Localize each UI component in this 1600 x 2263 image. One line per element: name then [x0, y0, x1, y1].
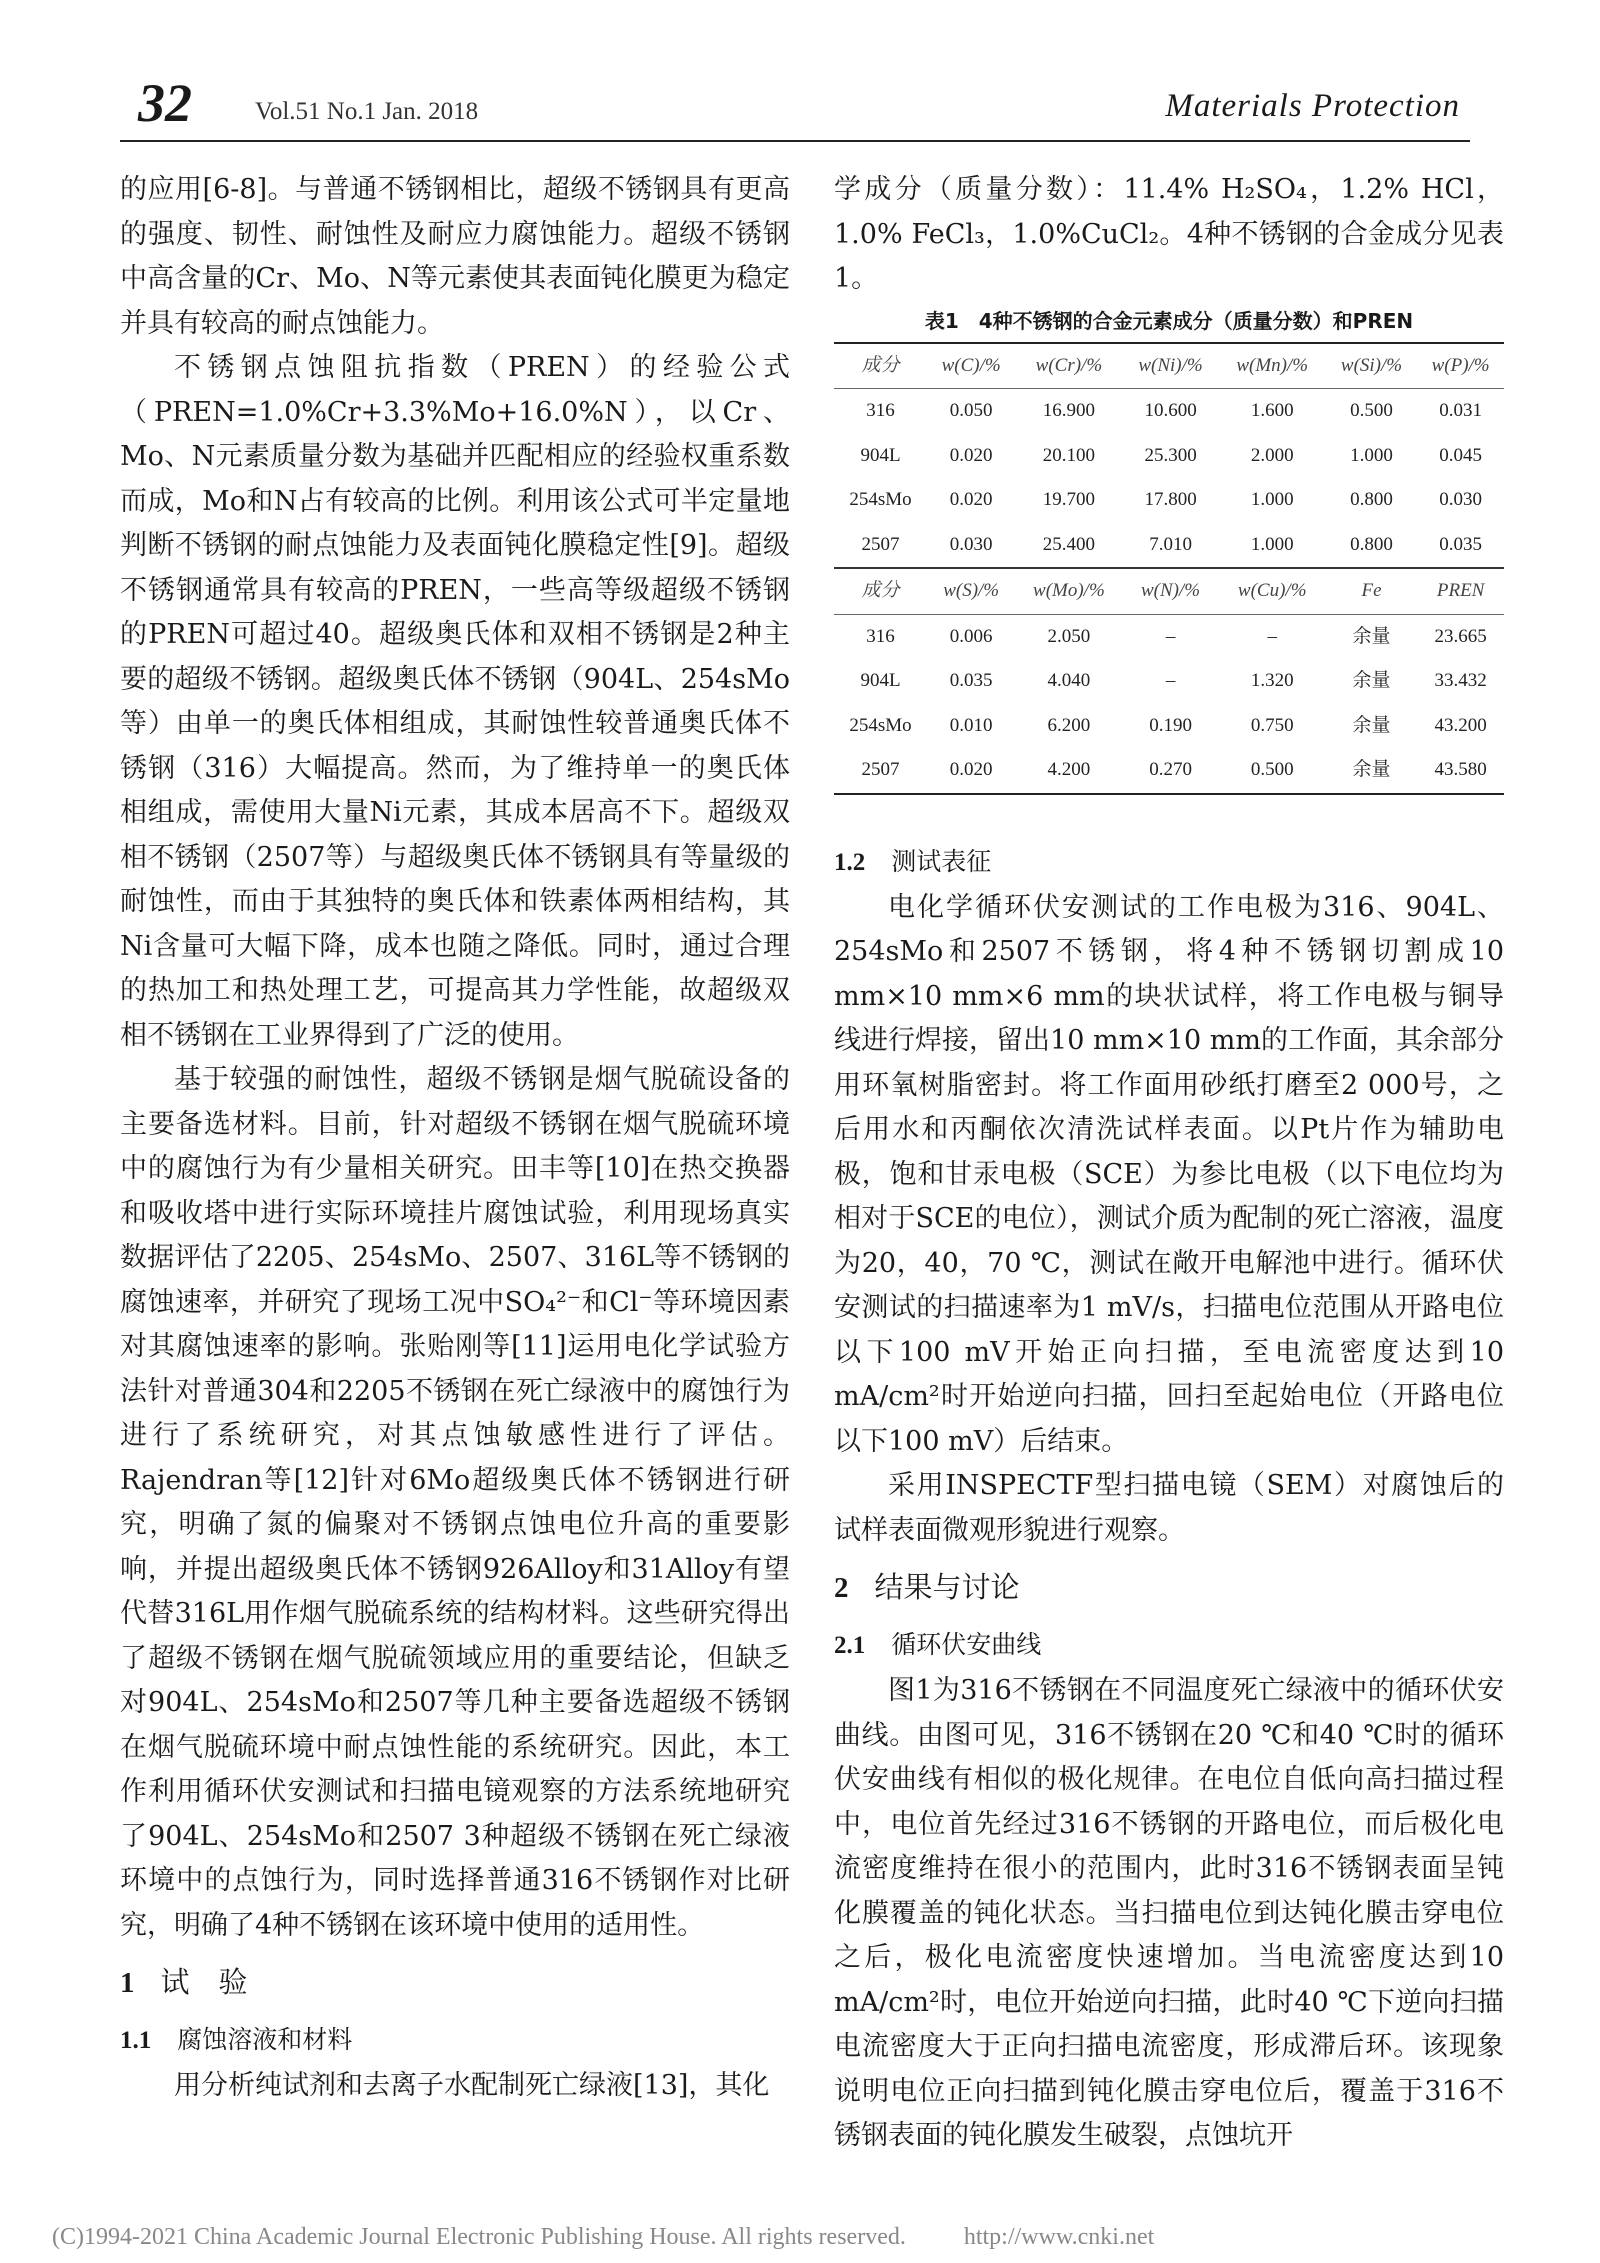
table-cell: 16.900	[1015, 389, 1122, 434]
table-cell: 6.200	[1047, 714, 1091, 736]
subsection-heading: 2.1 循环伏安曲线	[834, 1630, 1042, 1659]
table-cell: 0.020	[927, 748, 1015, 794]
table-cell: 23.665	[1417, 614, 1504, 659]
table-cell: 0.006	[927, 614, 1015, 659]
copyright-notice: (C)1994-2021 China Academic Journal Electronic Publishing House. All rights reserved.	[52, 2224, 906, 2250]
table-row	[834, 434, 1504, 479]
table-cell: –	[1219, 614, 1326, 659]
table-cell: 0.270	[1122, 748, 1218, 794]
website-url: http://www.cnki.net	[963, 2224, 1155, 2250]
table-header-cell: w(Si)/%	[1326, 343, 1417, 389]
section-heading: 2 结果与讨论	[834, 1570, 1020, 1604]
table-cell: 余量	[1326, 614, 1417, 659]
table-header-cell: Fe	[1326, 568, 1417, 614]
table-cell: 1.000	[1350, 444, 1393, 466]
paragraph: 采用INSPECTF型扫描电镜（SEM）对腐蚀后的试样表面微观形貌进行观察。	[834, 1470, 1504, 1546]
paragraph: 用分析纯试剂和去离子水配制死亡绿液[13]，其化	[174, 2070, 770, 2101]
page-number: 32	[138, 73, 192, 133]
table-cell: 17.800	[1144, 489, 1197, 510]
table-cell: 1.000	[1250, 533, 1294, 555]
table-cell: 10.600	[1122, 389, 1218, 434]
table-cell: 4.040	[1047, 670, 1091, 691]
table-caption: 表1 4种不锈钢的合金元素成分（质量分数）和PREN	[924, 308, 1414, 333]
table-header-row	[834, 568, 1504, 614]
page-footer	[0, 2224, 1350, 2251]
table-cell: 0.010	[949, 714, 993, 736]
table-row	[834, 704, 1504, 749]
page-header	[120, 70, 1470, 142]
table-header-cell: w(S)/%	[927, 568, 1015, 614]
paragraph: 学成分（质量分数）：11.4% H₂SO₄，1.2% HCl，1.0% FeCl₃，1.0%CuCl₂。4种不锈钢的合金成分见表1。	[834, 174, 1504, 294]
table-cell: 0.031	[1417, 389, 1504, 434]
table-cell: 0.500	[1219, 748, 1326, 794]
table-cell: 2507	[834, 748, 927, 794]
subsection-heading: 1.2 测试表征	[834, 846, 992, 876]
table-cell: 316	[834, 389, 927, 434]
table-cell: 43.200	[1434, 714, 1487, 736]
journal-title: Materials Protection	[1165, 88, 1460, 124]
table-cell: 0.500	[1326, 389, 1417, 434]
table-cell: 1.320	[1250, 670, 1294, 691]
left-column	[120, 168, 790, 2109]
table-cell: 0.020	[949, 489, 993, 510]
paragraph: 的应用[6-8]。与普通不锈钢相比，超级不锈钢具有更高的强度、韧性、耐蚀性及耐应力腐蚀能力。超级不锈钢中高含量的Cr、Mo、N等元素使其表面钝化膜更为稳定并具有较高的耐点蚀能力。	[120, 174, 790, 339]
paragraph: 不锈钢点蚀阻抗指数（PREN）的经验公式（PREN=1.0%Cr+3.3%Mo+16.0%N），以Cr、Mo、N元素质量分数为基础并匹配相应的经验权重系数而成，Mo和N占有较高的比例。利用该公式可半定量地判断不锈钢的耐点蚀能力及表面钝化膜稳定性[9]。超级不锈钢通常具有较高的PREN，一些高等级超级不锈钢的PREN可超过40。超级奥氏体和双相不锈钢是2种主要的超级不锈钢。超级奥氏体不锈钢（904L、254sMo等）由单一的奥氏体相组成，其耐蚀性较普通奥氏体不锈钢（316）大幅提高。然而，为了维持单一的奥氏体相组成，需使用大量Ni元素，其成本居高不下。超级双相不锈钢（2507等）与超级奥氏体不锈钢具有等量级的耐蚀性，而由于其独特的奥氏体和铁素体两相结构，其Ni含量可大幅下降，成本也随之降低。同时，通过合理的热加工和热处理工艺，可提高其力学性能，故超级双相不锈钢在工业界得到了广泛的使用。	[120, 352, 790, 1051]
table-cell: –	[1165, 670, 1176, 691]
table-row	[834, 523, 1504, 569]
table-cell: 19.700	[1042, 489, 1096, 510]
table-cell: 0.020	[949, 444, 993, 466]
table-cell: 904L	[860, 670, 901, 691]
table-row	[834, 614, 1504, 659]
table-header-cell: w(Ni)/%	[1122, 343, 1218, 389]
table-cell: 0.035	[1439, 533, 1482, 555]
table-header-row	[834, 343, 1504, 389]
right-column	[834, 168, 1504, 2159]
table-header-cell: w(C)/%	[927, 343, 1015, 389]
table-cell: 0.750	[1250, 714, 1294, 736]
table-cell: 316	[834, 614, 927, 659]
table-header-cell: w(Cr)/%	[1015, 343, 1122, 389]
table-cell: 20.100	[1042, 444, 1096, 466]
table-header-cell: w(Cu)/%	[1219, 568, 1326, 614]
table-cell: 0.030	[1439, 489, 1482, 510]
table-header-cell: w(N)/%	[1122, 568, 1218, 614]
table-cell: 254sMo	[849, 489, 912, 510]
table-row	[834, 659, 1504, 704]
table-cell: 25.400	[1042, 533, 1096, 555]
table-cell: 254sMo	[849, 714, 912, 736]
table-cell: 0.800	[1350, 533, 1393, 555]
table-cell: 1.600	[1219, 389, 1326, 434]
table-row	[834, 748, 1504, 794]
table-header-cell: PREN	[1417, 568, 1504, 614]
table-header-cell: 成分	[834, 568, 927, 614]
table-cell: 7.010	[1149, 533, 1192, 555]
table-cell: 2507	[861, 533, 900, 555]
table-cell: 0.030	[949, 533, 993, 555]
section-heading: 1 试 验	[120, 1965, 248, 1999]
table-cell: 0.800	[1350, 489, 1393, 510]
table-header-cell: w(Mo)/%	[1015, 568, 1122, 614]
paragraph: 图1为316不锈钢在不同温度死亡绿液中的循环伏安曲线。由图可见，316不锈钢在20 ℃和40 ℃时的循环伏安曲线有相似的极化规律。在电位自低向高扫描过程中，电位首先经过316不锈钢的开路电位，而后极化电流密度维持在很小的范围内，此时316不锈钢表面呈钝化膜覆盖的钝化状态。当扫描电位到达钝化膜击穿电位之后，极化电流密度快速增加。当电流密度达到10 mA/cm²时，电位开始逆向扫描，此时40 ℃下逆向扫描电流密度大于正向扫描电流密度，形成滞后环。该现象说明电位正向扫描到钝化膜击穿电位后，覆盖于316不锈钢表面的钝化膜发生破裂，点蚀坑开	[834, 1675, 1504, 2151]
table-cell: 2.050	[1015, 614, 1122, 659]
table-cell: –	[1122, 614, 1218, 659]
table-cell: 43.580	[1417, 748, 1504, 794]
paragraph: 基于较强的耐蚀性，超级不锈钢是烟气脱硫设备的主要备选材料。目前，针对超级不锈钢在烟气脱硫环境中的腐蚀行为有少量相关研究。田丰等[10]在热交换器和吸收塔中进行实际环境挂片腐蚀试验，利用现场真实数据评估了2205、254sMo、2507、316L等不锈钢的腐蚀速率，并研究了现场工况中SO₄²⁻和Cl⁻等环境因素对其腐蚀速率的影响。张贻刚等[11]运用电化学试验方法针对普通304和2205不锈钢在死亡绿液中的腐蚀行为进行了系统研究，对其点蚀敏感性进行了评估。Rajendran等[12]针对6Mo超级奥氏体不锈钢进行研究，明确了氮的偏聚对不锈钢点蚀电位升高的重要影响，并提出超级奥氏体不锈钢926Alloy和31Alloy有望代替316L用作烟气脱硫系统的结构材料。这些研究得出了超级不锈钢在烟气脱硫领域应用的重要结论，但缺乏对904L、254sMo和2507等几种主要备选超级不锈钢在烟气脱硫环境中耐点蚀性能的系统研究。因此，本工作利用循环伏安测试和扫描电镜观察的方法系统地研究了904L、254sMo和2507 3种超级不锈钢在死亡绿液环境中的点蚀行为，同时选择普通316不锈钢作对比研究，明确了4种不锈钢在该环境中使用的适用性。	[120, 1064, 790, 1941]
paragraph: 电化学循环伏安测试的工作电极为316、904L、254sMo和2507不锈钢，将4种不锈钢切割成10 mm×10 mm×6 mm的块状试样，将工作电极与铜导线进行焊接，留出10 mm×10 mm的工作面，其余部分用环氧树脂密封。将工作面用砂纸打磨至2 000号，之后用水和丙酮依次清洗试样表面。以Pt片作为辅助电极，饱和甘汞电极（SCE）为参比电极（以下电位均为相对于SCE的电位），测试介质为配制的死亡溶液，温度为20，40，70 ℃，测试在敞开电解池中进行。循环伏安测试的扫描速率为1 mV/s，扫描电位范围从开路电位以下100 mV开始正向扫描，至电流密度达到10 mA/cm²时开始逆向扫描，回扫至起始电位（开路电位以下100 mV）后结束。	[834, 891, 1504, 1457]
table-cell: 余量	[1352, 670, 1391, 691]
subsection-heading: 1.1 腐蚀溶液和材料	[120, 2025, 353, 2054]
table-cell: 25.300	[1144, 444, 1197, 466]
table-row	[834, 478, 1504, 523]
table-header-cell: 成分	[834, 343, 927, 389]
table-header-cell: w(Mn)/%	[1219, 343, 1326, 389]
table-cell: 0.050	[927, 389, 1015, 434]
table-cell: 2.000	[1250, 444, 1294, 466]
table-cell: 4.200	[1015, 748, 1122, 794]
table-cell: 1.000	[1250, 489, 1294, 510]
composition-table	[834, 342, 1504, 795]
table-cell: 904L	[860, 444, 901, 466]
table-header-cell: w(P)/%	[1417, 343, 1504, 389]
table-row	[834, 389, 1504, 434]
table-cell: 0.035	[949, 670, 993, 691]
volume-info: Vol.51 No.1 Jan. 2018	[255, 98, 479, 125]
table-cell: 33.432	[1434, 670, 1487, 691]
table-cell: 余量	[1352, 714, 1391, 736]
table-cell: 0.190	[1149, 714, 1192, 736]
table-cell: 0.045	[1439, 444, 1482, 466]
table-cell: 余量	[1326, 748, 1417, 794]
